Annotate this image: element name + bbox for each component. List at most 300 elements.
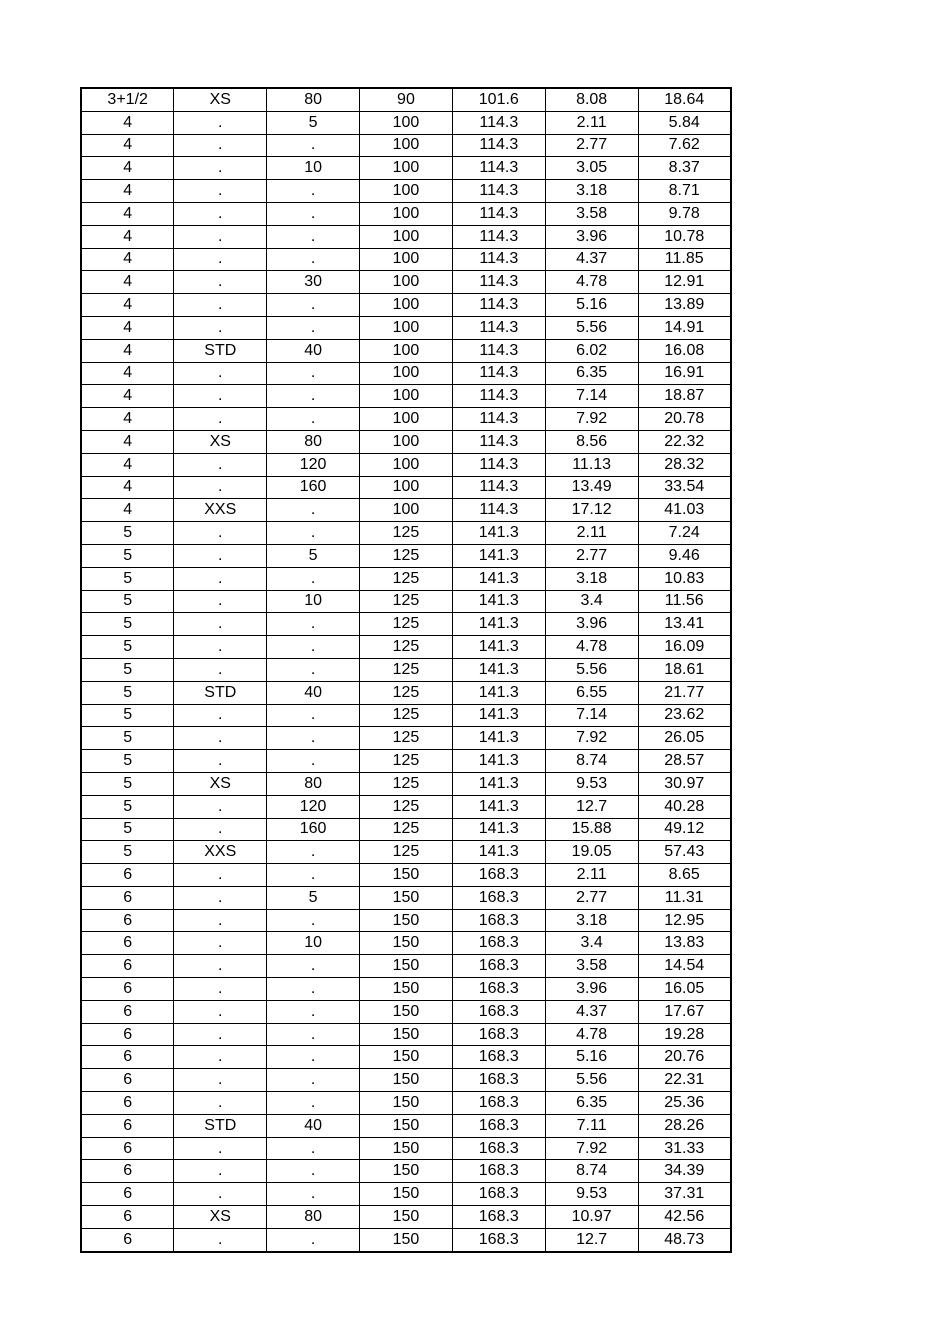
table-row (81, 339, 731, 362)
table-row (81, 590, 731, 613)
nominal-size-cell: 6 (81, 864, 174, 887)
schedule-cell: 10 (267, 932, 360, 955)
table-row (81, 157, 731, 180)
table-row (81, 932, 731, 955)
table-row (81, 1114, 731, 1137)
weight-class-cell: XS (174, 1206, 267, 1229)
nominal-size-cell: 5 (81, 727, 174, 750)
outside-diameter-cell: 168.3 (452, 864, 545, 887)
outside-diameter-cell: 168.3 (452, 1183, 545, 1206)
weight-per-length-cell: 28.57 (638, 750, 731, 773)
outside-diameter-cell: 141.3 (452, 772, 545, 795)
weight-per-length-cell: 31.33 (638, 1137, 731, 1160)
weight-per-length-cell: 28.26 (638, 1114, 731, 1137)
weight-class-cell: . (174, 1183, 267, 1206)
dn-cell: 150 (360, 909, 453, 932)
wall-thickness-cell: 3.4 (545, 932, 638, 955)
outside-diameter-cell: 114.3 (452, 316, 545, 339)
schedule-cell: 160 (267, 476, 360, 499)
weight-class-cell: . (174, 180, 267, 203)
dn-cell: 100 (360, 202, 453, 225)
nominal-size-cell: 5 (81, 522, 174, 545)
weight-per-length-cell: 23.62 (638, 704, 731, 727)
dn-cell: 150 (360, 1137, 453, 1160)
dn-cell: 150 (360, 886, 453, 909)
schedule-cell: . (267, 202, 360, 225)
nominal-size-cell: 4 (81, 339, 174, 362)
table-row (81, 636, 731, 659)
schedule-cell: 10 (267, 590, 360, 613)
schedule-cell: . (267, 522, 360, 545)
nominal-size-cell: 6 (81, 1206, 174, 1229)
weight-per-length-cell: 18.87 (638, 385, 731, 408)
dn-cell: 125 (360, 727, 453, 750)
schedule-cell: . (267, 1092, 360, 1115)
nominal-size-cell: 6 (81, 1046, 174, 1069)
weight-per-length-cell: 11.31 (638, 886, 731, 909)
weight-per-length-cell: 16.91 (638, 362, 731, 385)
schedule-cell: 120 (267, 453, 360, 476)
table-row (81, 476, 731, 499)
weight-per-length-cell: 42.56 (638, 1206, 731, 1229)
dn-cell: 125 (360, 522, 453, 545)
schedule-cell: 80 (267, 430, 360, 453)
outside-diameter-cell: 141.3 (452, 544, 545, 567)
dn-cell: 150 (360, 932, 453, 955)
dn-cell: 125 (360, 704, 453, 727)
wall-thickness-cell: 5.56 (545, 1069, 638, 1092)
table-row (81, 316, 731, 339)
wall-thickness-cell: 10.97 (545, 1206, 638, 1229)
outside-diameter-cell: 114.3 (452, 339, 545, 362)
outside-diameter-cell: 168.3 (452, 1228, 545, 1251)
dn-cell: 100 (360, 316, 453, 339)
table-row (81, 772, 731, 795)
weight-per-length-cell: 10.78 (638, 225, 731, 248)
outside-diameter-cell: 168.3 (452, 1137, 545, 1160)
outside-diameter-cell: 101.6 (452, 88, 545, 111)
nominal-size-cell: 4 (81, 225, 174, 248)
dn-cell: 150 (360, 955, 453, 978)
schedule-cell: . (267, 841, 360, 864)
outside-diameter-cell: 168.3 (452, 1092, 545, 1115)
dn-cell: 100 (360, 134, 453, 157)
dn-cell: 100 (360, 385, 453, 408)
outside-diameter-cell: 114.3 (452, 202, 545, 225)
schedule-cell: 160 (267, 818, 360, 841)
wall-thickness-cell: 3.18 (545, 909, 638, 932)
table-row (81, 886, 731, 909)
weight-per-length-cell: 33.54 (638, 476, 731, 499)
table-row (81, 134, 731, 157)
schedule-cell: 30 (267, 271, 360, 294)
schedule-cell: . (267, 134, 360, 157)
dn-cell: 100 (360, 271, 453, 294)
schedule-cell: . (267, 385, 360, 408)
dn-cell: 100 (360, 339, 453, 362)
schedule-cell: . (267, 636, 360, 659)
weight-class-cell: . (174, 248, 267, 271)
table-row (81, 681, 731, 704)
weight-class-cell: . (174, 658, 267, 681)
schedule-cell: 10 (267, 157, 360, 180)
wall-thickness-cell: 6.35 (545, 1092, 638, 1115)
weight-per-length-cell: 49.12 (638, 818, 731, 841)
weight-per-length-cell: 8.65 (638, 864, 731, 887)
table-row (81, 727, 731, 750)
nominal-size-cell: 6 (81, 909, 174, 932)
wall-thickness-cell: 5.16 (545, 294, 638, 317)
pipe-table-body (81, 88, 731, 1252)
dn-cell: 150 (360, 1000, 453, 1023)
nominal-size-cell: 5 (81, 772, 174, 795)
weight-class-cell: . (174, 271, 267, 294)
table-row (81, 1228, 731, 1251)
weight-class-cell: . (174, 408, 267, 431)
weight-per-length-cell: 16.09 (638, 636, 731, 659)
nominal-size-cell: 6 (81, 1023, 174, 1046)
nominal-size-cell: 6 (81, 1228, 174, 1251)
nominal-size-cell: 4 (81, 476, 174, 499)
weight-class-cell: . (174, 1069, 267, 1092)
wall-thickness-cell: 3.96 (545, 225, 638, 248)
dn-cell: 100 (360, 499, 453, 522)
outside-diameter-cell: 141.3 (452, 636, 545, 659)
nominal-size-cell: 5 (81, 795, 174, 818)
outside-diameter-cell: 141.3 (452, 522, 545, 545)
schedule-cell: . (267, 727, 360, 750)
nominal-size-cell: 6 (81, 1069, 174, 1092)
outside-diameter-cell: 114.3 (452, 385, 545, 408)
nominal-size-cell: 4 (81, 134, 174, 157)
schedule-cell: 80 (267, 88, 360, 111)
wall-thickness-cell: 3.58 (545, 202, 638, 225)
outside-diameter-cell: 168.3 (452, 1160, 545, 1183)
outside-diameter-cell: 168.3 (452, 1114, 545, 1137)
outside-diameter-cell: 168.3 (452, 1000, 545, 1023)
nominal-size-cell: 6 (81, 1137, 174, 1160)
schedule-cell: . (267, 955, 360, 978)
schedule-cell: 40 (267, 1114, 360, 1137)
schedule-cell: . (267, 316, 360, 339)
table-row (81, 362, 731, 385)
nominal-size-cell: 6 (81, 1000, 174, 1023)
outside-diameter-cell: 114.3 (452, 362, 545, 385)
weight-class-cell: . (174, 202, 267, 225)
outside-diameter-cell: 114.3 (452, 271, 545, 294)
nominal-size-cell: 4 (81, 202, 174, 225)
schedule-cell: . (267, 1228, 360, 1251)
outside-diameter-cell: 141.3 (452, 567, 545, 590)
table-row (81, 978, 731, 1001)
nominal-size-cell: 5 (81, 590, 174, 613)
weight-per-length-cell: 7.24 (638, 522, 731, 545)
dn-cell: 125 (360, 681, 453, 704)
table-row (81, 567, 731, 590)
weight-class-cell: . (174, 1092, 267, 1115)
wall-thickness-cell: 3.96 (545, 978, 638, 1001)
weight-class-cell: . (174, 1160, 267, 1183)
nominal-size-cell: 6 (81, 978, 174, 1001)
weight-class-cell: . (174, 476, 267, 499)
weight-class-cell: . (174, 750, 267, 773)
weight-class-cell: . (174, 385, 267, 408)
weight-class-cell: STD (174, 681, 267, 704)
schedule-cell: . (267, 909, 360, 932)
weight-per-length-cell: 57.43 (638, 841, 731, 864)
table-row (81, 225, 731, 248)
wall-thickness-cell: 13.49 (545, 476, 638, 499)
dn-cell: 100 (360, 476, 453, 499)
weight-per-length-cell: 19.28 (638, 1023, 731, 1046)
weight-class-cell: . (174, 1228, 267, 1251)
wall-thickness-cell: 9.53 (545, 1183, 638, 1206)
outside-diameter-cell: 168.3 (452, 978, 545, 1001)
weight-per-length-cell: 48.73 (638, 1228, 731, 1251)
nominal-size-cell: 5 (81, 636, 174, 659)
weight-per-length-cell: 30.97 (638, 772, 731, 795)
schedule-cell: . (267, 294, 360, 317)
dn-cell: 100 (360, 408, 453, 431)
wall-thickness-cell: 7.92 (545, 1137, 638, 1160)
wall-thickness-cell: 4.78 (545, 271, 638, 294)
schedule-cell: . (267, 499, 360, 522)
weight-class-cell: STD (174, 339, 267, 362)
dn-cell: 150 (360, 1023, 453, 1046)
outside-diameter-cell: 168.3 (452, 1023, 545, 1046)
weight-per-length-cell: 13.83 (638, 932, 731, 955)
dn-cell: 125 (360, 567, 453, 590)
nominal-size-cell: 6 (81, 1092, 174, 1115)
table-row (81, 1183, 731, 1206)
wall-thickness-cell: 8.56 (545, 430, 638, 453)
weight-per-length-cell: 10.83 (638, 567, 731, 590)
nominal-size-cell: 5 (81, 750, 174, 773)
schedule-cell: 120 (267, 795, 360, 818)
weight-per-length-cell: 41.03 (638, 499, 731, 522)
schedule-cell: . (267, 978, 360, 1001)
weight-per-length-cell: 20.76 (638, 1046, 731, 1069)
wall-thickness-cell: 3.58 (545, 955, 638, 978)
outside-diameter-cell: 114.3 (452, 225, 545, 248)
table-row (81, 522, 731, 545)
dn-cell: 150 (360, 1228, 453, 1251)
weight-per-length-cell: 37.31 (638, 1183, 731, 1206)
table-row (81, 1160, 731, 1183)
nominal-size-cell: 4 (81, 453, 174, 476)
weight-per-length-cell: 13.41 (638, 613, 731, 636)
table-row (81, 453, 731, 476)
weight-class-cell: XS (174, 88, 267, 111)
outside-diameter-cell: 114.3 (452, 248, 545, 271)
nominal-size-cell: 5 (81, 681, 174, 704)
table-row (81, 408, 731, 431)
schedule-cell: 40 (267, 339, 360, 362)
outside-diameter-cell: 168.3 (452, 1046, 545, 1069)
schedule-cell: 80 (267, 1206, 360, 1229)
nominal-size-cell: 4 (81, 294, 174, 317)
outside-diameter-cell: 114.3 (452, 134, 545, 157)
schedule-cell: . (267, 658, 360, 681)
table-row (81, 1023, 731, 1046)
nominal-size-cell: 4 (81, 180, 174, 203)
outside-diameter-cell: 141.3 (452, 795, 545, 818)
dn-cell: 125 (360, 658, 453, 681)
outside-diameter-cell: 141.3 (452, 727, 545, 750)
dn-cell: 100 (360, 294, 453, 317)
weight-class-cell: . (174, 316, 267, 339)
weight-per-length-cell: 20.78 (638, 408, 731, 431)
nominal-size-cell: 4 (81, 499, 174, 522)
wall-thickness-cell: 4.37 (545, 1000, 638, 1023)
schedule-cell: . (267, 225, 360, 248)
weight-class-cell: XXS (174, 841, 267, 864)
dn-cell: 125 (360, 841, 453, 864)
nominal-size-cell: 4 (81, 248, 174, 271)
weight-per-length-cell: 22.32 (638, 430, 731, 453)
wall-thickness-cell: 12.7 (545, 795, 638, 818)
dn-cell: 100 (360, 157, 453, 180)
wall-thickness-cell: 8.74 (545, 750, 638, 773)
schedule-cell: . (267, 1069, 360, 1092)
outside-diameter-cell: 141.3 (452, 681, 545, 704)
dn-cell: 100 (360, 225, 453, 248)
schedule-cell: 5 (267, 886, 360, 909)
weight-per-length-cell: 5.84 (638, 111, 731, 134)
table-row (81, 1000, 731, 1023)
schedule-cell: 80 (267, 772, 360, 795)
weight-per-length-cell: 28.32 (638, 453, 731, 476)
outside-diameter-cell: 141.3 (452, 750, 545, 773)
outside-diameter-cell: 168.3 (452, 932, 545, 955)
dn-cell: 150 (360, 1046, 453, 1069)
weight-per-length-cell: 13.89 (638, 294, 731, 317)
weight-per-length-cell: 21.77 (638, 681, 731, 704)
weight-class-cell: . (174, 636, 267, 659)
schedule-cell: . (267, 613, 360, 636)
schedule-cell: . (267, 1023, 360, 1046)
outside-diameter-cell: 168.3 (452, 955, 545, 978)
nominal-size-cell: 6 (81, 955, 174, 978)
wall-thickness-cell: 2.11 (545, 864, 638, 887)
nominal-size-cell: 5 (81, 567, 174, 590)
table-row (81, 202, 731, 225)
weight-class-cell: XS (174, 430, 267, 453)
table-row (81, 499, 731, 522)
table-row (81, 248, 731, 271)
wall-thickness-cell: 3.18 (545, 567, 638, 590)
table-row (81, 1206, 731, 1229)
weight-per-length-cell: 7.62 (638, 134, 731, 157)
weight-class-cell: . (174, 294, 267, 317)
wall-thickness-cell: 7.14 (545, 704, 638, 727)
table-row (81, 1092, 731, 1115)
outside-diameter-cell: 114.3 (452, 499, 545, 522)
table-row (81, 88, 731, 111)
outside-diameter-cell: 114.3 (452, 430, 545, 453)
dn-cell: 125 (360, 750, 453, 773)
schedule-cell: . (267, 1000, 360, 1023)
nominal-size-cell: 4 (81, 362, 174, 385)
wall-thickness-cell: 2.77 (545, 886, 638, 909)
outside-diameter-cell: 114.3 (452, 453, 545, 476)
wall-thickness-cell: 12.7 (545, 1228, 638, 1251)
nominal-size-cell: 4 (81, 385, 174, 408)
dn-cell: 100 (360, 111, 453, 134)
weight-per-length-cell: 18.61 (638, 658, 731, 681)
nominal-size-cell: 3+1/2 (81, 88, 174, 111)
wall-thickness-cell: 9.53 (545, 772, 638, 795)
schedule-cell: . (267, 408, 360, 431)
outside-diameter-cell: 114.3 (452, 111, 545, 134)
outside-diameter-cell: 114.3 (452, 408, 545, 431)
wall-thickness-cell: 2.11 (545, 522, 638, 545)
schedule-cell: . (267, 1137, 360, 1160)
schedule-cell: . (267, 248, 360, 271)
weight-per-length-cell: 26.05 (638, 727, 731, 750)
table-row (81, 955, 731, 978)
dn-cell: 100 (360, 453, 453, 476)
wall-thickness-cell: 5.56 (545, 658, 638, 681)
weight-class-cell: . (174, 1046, 267, 1069)
wall-thickness-cell: 5.16 (545, 1046, 638, 1069)
weight-class-cell: . (174, 932, 267, 955)
table-row (81, 271, 731, 294)
nominal-size-cell: 6 (81, 886, 174, 909)
outside-diameter-cell: 114.3 (452, 157, 545, 180)
outside-diameter-cell: 114.3 (452, 294, 545, 317)
weight-per-length-cell: 8.37 (638, 157, 731, 180)
wall-thickness-cell: 3.18 (545, 180, 638, 203)
nominal-size-cell: 4 (81, 271, 174, 294)
outside-diameter-cell: 141.3 (452, 818, 545, 841)
nominal-size-cell: 4 (81, 430, 174, 453)
table-row (81, 750, 731, 773)
nominal-size-cell: 6 (81, 932, 174, 955)
weight-per-length-cell: 12.95 (638, 909, 731, 932)
wall-thickness-cell: 6.55 (545, 681, 638, 704)
weight-class-cell: . (174, 613, 267, 636)
dn-cell: 125 (360, 613, 453, 636)
dn-cell: 150 (360, 1206, 453, 1229)
schedule-cell: 5 (267, 111, 360, 134)
weight-class-cell: . (174, 978, 267, 1001)
table-row (81, 704, 731, 727)
weight-class-cell: . (174, 1137, 267, 1160)
outside-diameter-cell: 114.3 (452, 476, 545, 499)
dn-cell: 90 (360, 88, 453, 111)
dn-cell: 100 (360, 248, 453, 271)
dn-cell: 125 (360, 544, 453, 567)
wall-thickness-cell: 8.08 (545, 88, 638, 111)
weight-per-length-cell: 25.36 (638, 1092, 731, 1115)
schedule-cell: . (267, 567, 360, 590)
outside-diameter-cell: 114.3 (452, 180, 545, 203)
nominal-size-cell: 4 (81, 157, 174, 180)
weight-class-cell: . (174, 134, 267, 157)
table-row (81, 294, 731, 317)
wall-thickness-cell: 17.12 (545, 499, 638, 522)
dn-cell: 100 (360, 362, 453, 385)
dn-cell: 125 (360, 636, 453, 659)
pipe-dimension-table (80, 87, 732, 1253)
dn-cell: 125 (360, 772, 453, 795)
weight-class-cell: . (174, 157, 267, 180)
table-row (81, 180, 731, 203)
outside-diameter-cell: 141.3 (452, 590, 545, 613)
nominal-size-cell: 6 (81, 1183, 174, 1206)
weight-class-cell: . (174, 818, 267, 841)
